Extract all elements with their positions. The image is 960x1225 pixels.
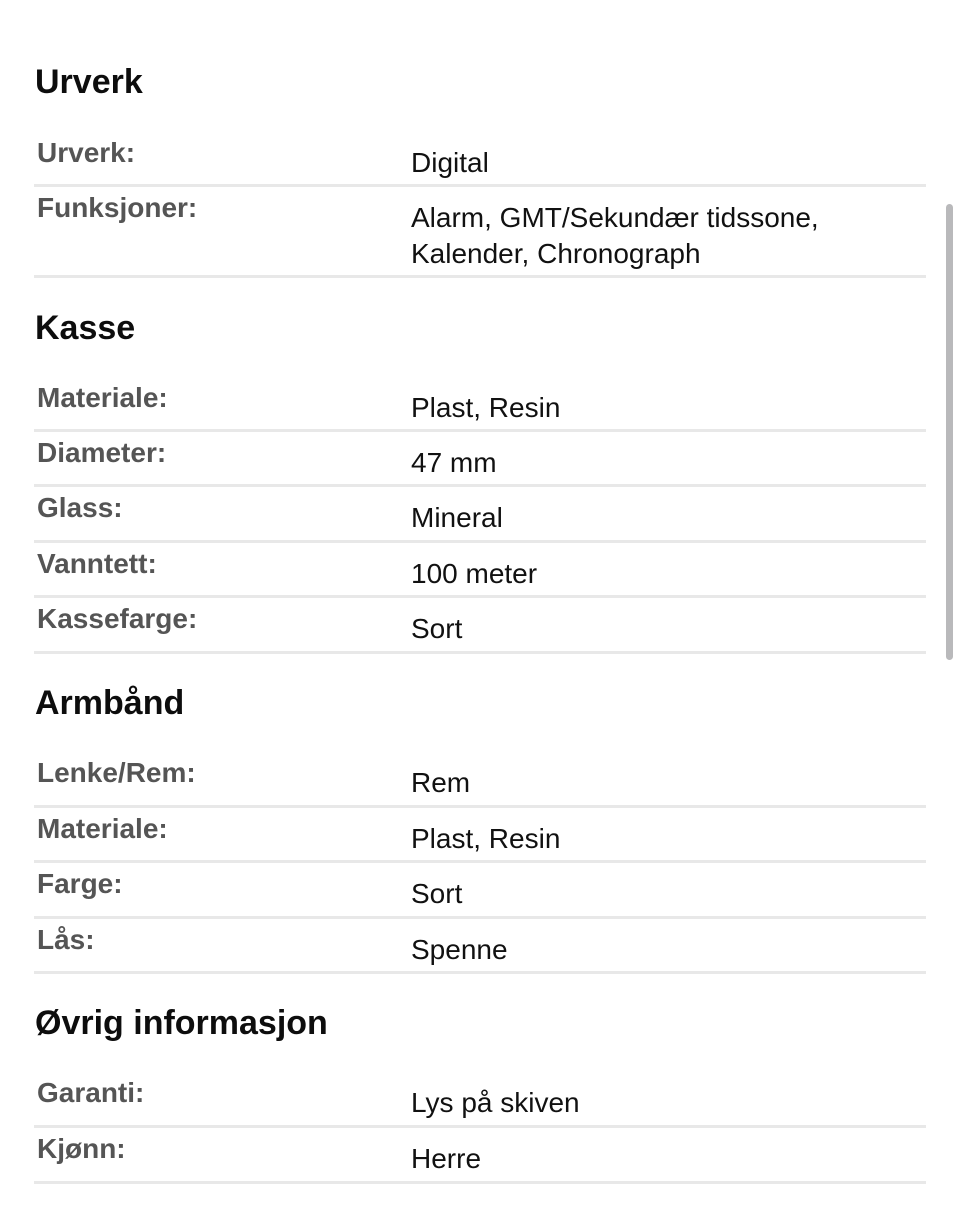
spec-value: Digital [411, 147, 489, 178]
spec-row-kassefarge [34, 598, 926, 654]
spec-label: Lenke/Rem: [37, 757, 196, 788]
spec-label: Farge: [37, 868, 123, 899]
section-title: Armbånd [35, 684, 185, 722]
spec-row-diameter [34, 432, 926, 487]
spec-value: Spenne [411, 934, 508, 965]
spec-value: Alarm, GMT/Sekundær tidssone, Kalender, Chronograph [411, 202, 819, 269]
spec-value: Sort [411, 878, 463, 909]
spec-row-vanntett [34, 543, 926, 598]
spec-value: Lys på skiven [411, 1087, 580, 1118]
spec-row-materiale [34, 377, 926, 432]
spec-row-kjonn [34, 1128, 926, 1184]
spec-row-urverk [34, 132, 926, 187]
vertical-scrollbar[interactable] [946, 204, 953, 660]
spec-label: Funksjoner: [37, 192, 198, 223]
spec-row-lenke-rem [34, 752, 926, 808]
section-title: Øvrig informasjon [35, 1004, 328, 1042]
section-title: Kasse [35, 309, 136, 347]
spec-value: Plast, Resin [411, 823, 561, 854]
spec-label: Lås: [37, 924, 95, 955]
spec-label: Kassefarge: [37, 603, 198, 634]
spec-row-las [34, 919, 926, 974]
section-title: Urverk [35, 63, 143, 101]
spec-value: 100 meter [411, 558, 538, 589]
spec-label: Vanntett: [37, 548, 157, 579]
spec-value: Plast, Resin [411, 392, 561, 423]
spec-label: Glass: [37, 492, 123, 523]
spec-value: Sort [411, 613, 463, 644]
spec-label: Materiale: [37, 382, 168, 413]
spec-row-glass [34, 487, 926, 543]
spec-label: Garanti: [37, 1077, 145, 1108]
spec-label: Materiale: [37, 813, 168, 844]
spec-label: Kjønn: [37, 1133, 126, 1164]
spec-row-funksjoner [34, 187, 926, 278]
spec-value: 47 mm [411, 447, 497, 478]
spec-value: Mineral [411, 502, 503, 533]
spec-label: Diameter: [37, 437, 167, 468]
spec-value: Herre [411, 1143, 482, 1174]
spec-row-farge [34, 863, 926, 919]
spec-row-garanti [34, 1072, 926, 1128]
spec-value: Rem [411, 767, 471, 798]
spec-label: Urverk: [37, 137, 136, 168]
spec-row-materiale [34, 808, 926, 863]
